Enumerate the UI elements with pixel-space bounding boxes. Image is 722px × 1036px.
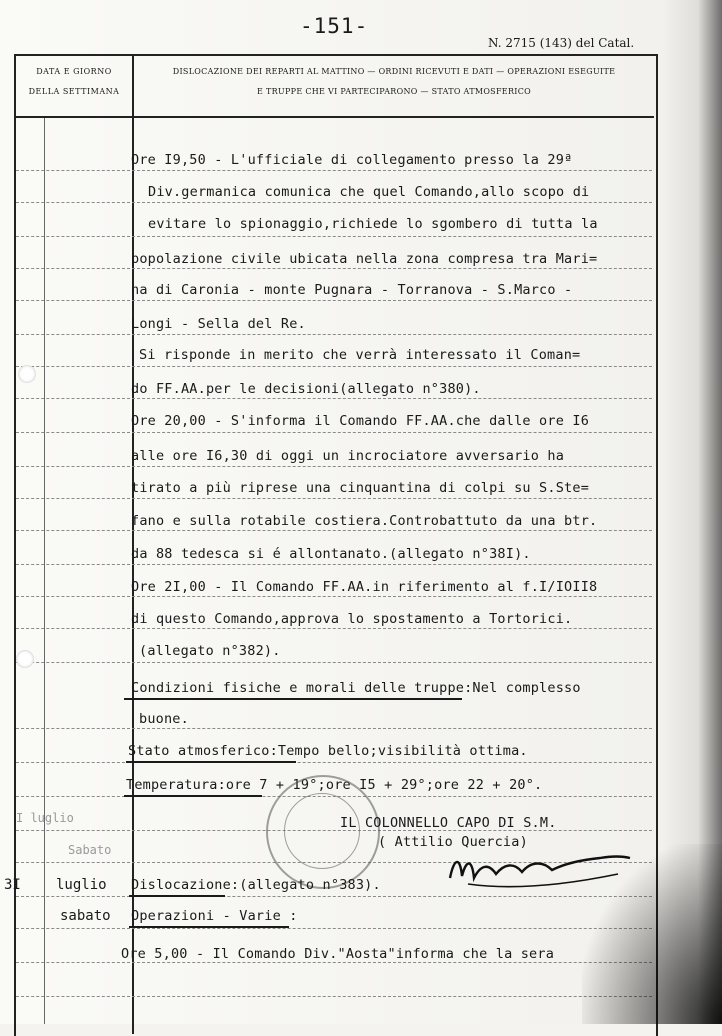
ruled-line-margin	[16, 202, 130, 204]
punch-hole	[16, 650, 34, 668]
ruled-line	[132, 498, 652, 500]
ruled-line	[132, 996, 652, 998]
ruled-line-margin	[16, 996, 130, 998]
header-desc-line2: E TRUPPE CHE VI PARTECIPARONO — STATO ATMOSFERICO	[256, 87, 532, 96]
punch-hole	[18, 365, 36, 383]
body-line: Ore I9,50 - L'ufficiale di collegamento presso la 29ª	[131, 152, 573, 168]
ruled-line	[132, 202, 652, 204]
page-number: -151-	[300, 14, 369, 38]
body-line: (allegato n°382).	[139, 643, 281, 659]
header-date-line1: DATA E GIORNO	[36, 67, 112, 76]
body-line: do FF.AA.per le decisioni(allegato n°380).	[131, 381, 481, 397]
ruled-line	[132, 300, 652, 302]
ruled-line-margin	[16, 728, 130, 730]
scan-dark-corner	[582, 844, 722, 1024]
body-line: Ore 2I,00 - Il Comando FF.AA.in riferimento al f.I/IOII8	[131, 579, 598, 595]
official-seal	[266, 775, 380, 889]
ruled-line-margin	[16, 300, 130, 302]
ruled-line	[132, 236, 652, 238]
entry-month: luglio	[56, 877, 107, 893]
header-desc-line1: DISLOCAZIONE DEI REPARTI AL MATTINO — ORDINI RICEVUTI E DATI — OPERAZIONI ESEGUITE	[172, 67, 616, 76]
entry-weekday: sabato	[60, 908, 111, 924]
ruled-line-margin	[16, 896, 130, 898]
body-line: Div.germanica comunica che quel Comando,allo scopo di	[148, 184, 590, 200]
ruled-line-margin	[16, 596, 130, 598]
margin-weekday-faded: Sabato	[68, 843, 112, 857]
entry-dislocazione: Dislocazione:(allegato n°383).	[131, 877, 381, 893]
column-divider-date-inner	[44, 118, 45, 1024]
ruled-line-margin	[16, 334, 130, 336]
ruled-line	[132, 728, 652, 730]
body-line: alle ore I6,30 di oggi un incrociatore avversario ha	[131, 448, 565, 464]
ruled-line	[132, 662, 652, 664]
body-line: Si risponde in merito che verrà interessato il Coman=	[139, 347, 581, 363]
ruled-line-margin	[16, 236, 130, 238]
entry-day: 3I	[4, 877, 21, 893]
ruled-line-margin	[16, 530, 130, 532]
ruled-line	[132, 928, 652, 930]
body-line: da 88 tedesca si é allontanato.(allegato n°38I).	[131, 546, 531, 562]
signature-title: IL COLONNELLO CAPO DI S.M.	[340, 815, 557, 831]
header-date-column	[16, 56, 132, 122]
body-line: evitare lo spionaggio,richiede lo sgombero di tutta la	[148, 216, 598, 232]
header-description-column	[138, 56, 650, 122]
ruled-line	[132, 466, 652, 468]
body-line: popolazione civile ubicata nella zona compresa tra Mari=	[131, 251, 598, 267]
ruled-line-margin	[16, 466, 130, 468]
ruled-line-margin	[16, 628, 130, 630]
body-line: fano e sulla rotabile costiera.Controbattuto da una btr.	[131, 513, 598, 529]
ruled-line	[132, 268, 652, 270]
underline-dislocazione	[129, 895, 225, 897]
ruled-line-margin	[16, 796, 130, 798]
ruled-line	[132, 564, 652, 566]
body-line: Condizioni fisiche e morali delle truppe:Nel complesso	[131, 680, 581, 696]
entry-operazioni: Operazioni - Varie :	[131, 908, 298, 924]
entry-last-line: Ore 5,00 - Il Comando Div."Aosta"informa che la sera	[121, 946, 555, 962]
ruled-line	[132, 170, 652, 172]
ruled-line-margin	[16, 170, 130, 172]
ruled-line	[132, 628, 652, 630]
ruled-line-margin	[16, 862, 130, 864]
body-line: Temperatura:ore 7 + 19°;ore I5 + 29°;ore 22 + 20°.	[126, 777, 543, 793]
body-line: na di Caronia - monte Pugnara - Torranova - S.Marco -	[131, 282, 573, 298]
catalog-number: N. 2715 (143) del Catal.	[488, 36, 635, 50]
ruled-line-margin	[16, 432, 130, 434]
underline-operazioni	[129, 926, 289, 928]
ruled-line-margin	[16, 268, 130, 270]
ruled-line	[132, 398, 652, 400]
ruled-line-margin	[16, 762, 130, 764]
body-line: Stato atmosferico:Tempo bello;visibilità ottima.	[128, 743, 528, 759]
ruled-line-margin	[16, 928, 130, 930]
body-line: Longi - Sella del Re.	[131, 316, 306, 332]
header-date-line2: DELLA SETTIMANA	[28, 87, 120, 96]
ruled-line-margin	[16, 564, 130, 566]
ruled-line-margin	[16, 962, 130, 964]
underline-stato	[126, 761, 296, 763]
ruled-line-margin	[16, 398, 130, 400]
underline-temperatura	[124, 795, 262, 797]
ruled-line-margin	[16, 830, 130, 832]
body-line: di questo Comando,approva lo spostamento a Tortorici.	[131, 611, 573, 627]
ruled-line	[132, 366, 652, 368]
ruled-line	[132, 432, 652, 434]
underline-condizioni	[124, 698, 462, 700]
ruled-line	[132, 334, 652, 336]
signature-name: ( Attilio Quercia)	[378, 834, 528, 850]
ruled-line	[132, 596, 652, 598]
ruled-line-margin	[16, 498, 130, 500]
body-line: Ore 20,00 - S'informa il Comando FF.AA.che dalle ore I6	[131, 413, 590, 429]
margin-day-faded: I luglio	[16, 811, 74, 825]
body-line: buone.	[139, 711, 189, 727]
ruled-line	[132, 962, 652, 964]
body-line: tirato a più riprese una cinquantina di colpi su S.Ste=	[131, 480, 590, 496]
ruled-line	[132, 530, 652, 532]
